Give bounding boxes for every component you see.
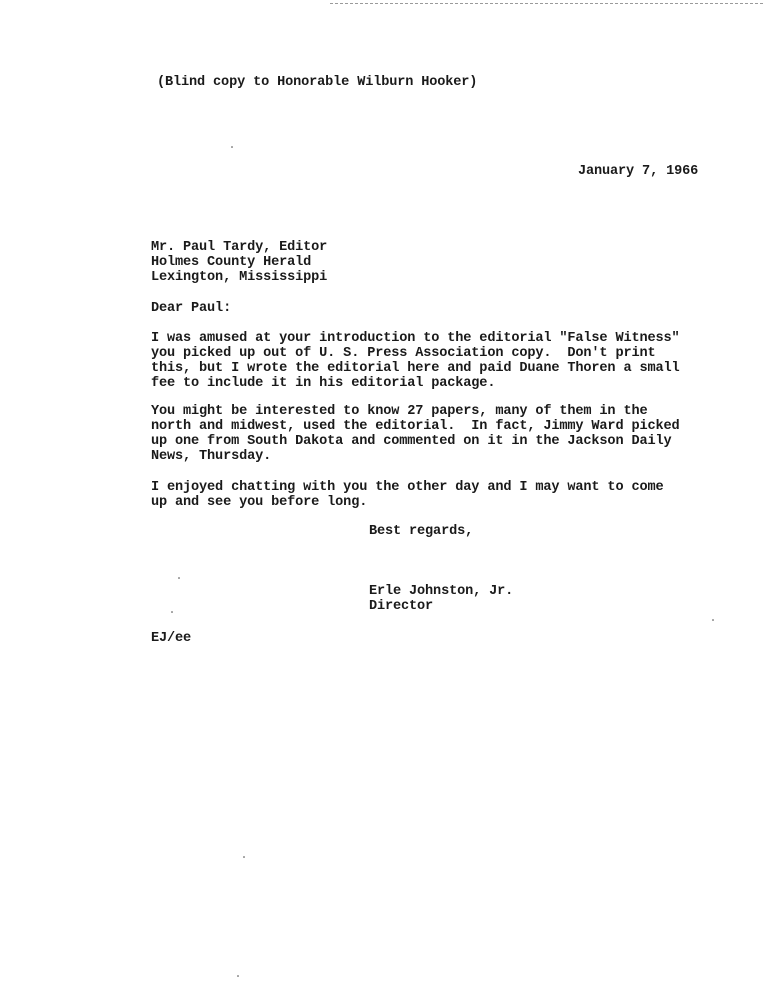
top-edge-mark [330, 3, 763, 4]
salutation: Dear Paul: [151, 301, 232, 316]
body-line: this, but I wrote the editorial here and paid Duane Thoren a small [151, 361, 680, 376]
paper-speck [237, 975, 239, 977]
paper-speck [171, 611, 173, 613]
reference-initials: EJ/ee [151, 631, 192, 646]
paper-speck [243, 856, 245, 858]
body-line: I was amused at your introduction to the editorial "False Witness" [151, 331, 680, 346]
body-line: you picked up out of U. S. Press Association copy. Don't print [151, 346, 656, 361]
body-line: up one from South Dakota and commented on it in the Jackson Daily [151, 434, 672, 449]
recipient-line: Lexington, Mississippi [151, 270, 328, 285]
signer-title: Director [369, 599, 434, 614]
body-line: News, Thursday. [151, 449, 272, 464]
blind-copy-note: (Blind copy to Honorable Wilburn Hooker) [157, 75, 478, 90]
letter-date: January 7, 1966 [578, 164, 699, 179]
recipient-line: Holmes County Herald [151, 255, 312, 270]
body-line: fee to include it in his editorial package. [151, 376, 496, 391]
closing: Best regards, [369, 524, 474, 539]
body-line: up and see you before long. [151, 495, 368, 510]
paper-speck [712, 619, 714, 621]
paper-speck [178, 577, 180, 579]
body-line: You might be interested to know 27 papers, many of them in the [151, 404, 648, 419]
paper-speck [231, 146, 233, 148]
recipient-line: Mr. Paul Tardy, Editor [151, 240, 328, 255]
body-line: north and midwest, used the editorial. In fact, Jimmy Ward picked [151, 419, 680, 434]
signer-name: Erle Johnston, Jr. [369, 584, 514, 599]
body-line: I enjoyed chatting with you the other day and I may want to come [151, 480, 664, 495]
